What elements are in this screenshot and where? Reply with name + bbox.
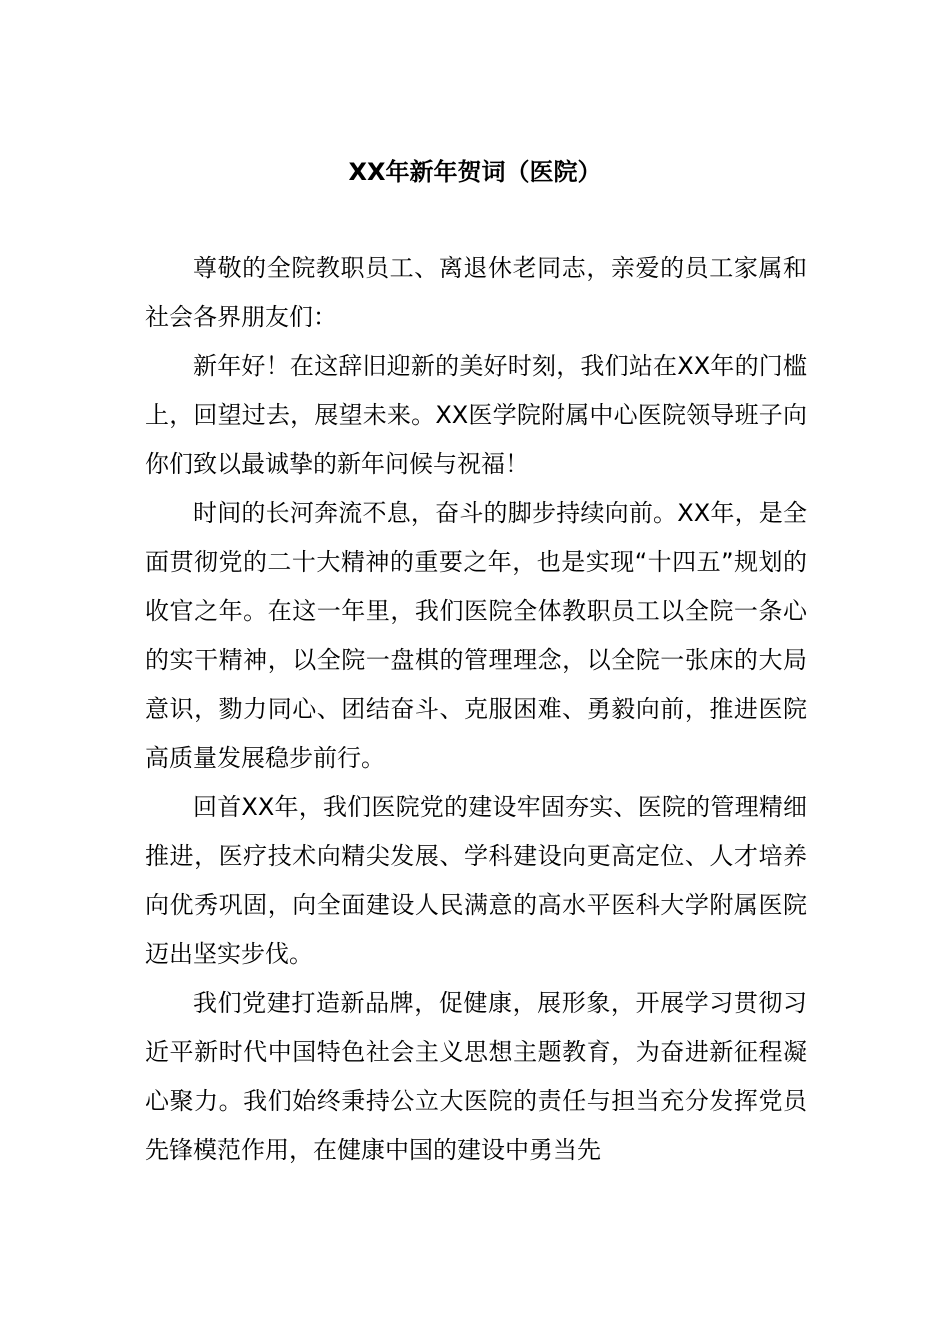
document-title: XX年新年贺词（医院） bbox=[348, 158, 602, 186]
document-body bbox=[145, 244, 807, 1175]
paragraph-party-building: 我们党建打造新品牌，促健康，展形象，开展学习贯彻习近平新时代中国特色社会主义思想主题教育，为奋进新征程凝心聚力。我们始终秉持公立大医院的责任与担当充分发挥党员先锋模范作用，在健康中国的建设中勇当先 bbox=[145, 989, 807, 1164]
paragraph-review: 回首XX年，我们医院党的建设牢固夯实、医院的管理精细推进，医疗技术向精尖发展、学科建设向更高定位、人才培养向优秀巩固，向全面建设人民满意的高水平医科大学附属医院迈出坚实步伐。 bbox=[145, 793, 807, 968]
paragraph-overview: 时间的长河奔流不息，奋斗的脚步持续向前。XX年，是全面贯彻党的二十大精神的重要之年，也是实现“十四五”规划的收官之年。在这一年里，我们医院全体教职员工以全院一条心的实干精神，以全院一盘棋的管理理念，以全院一张床的大局意识，勠力同心、团结奋斗、克服困难、勇毅向前，推进医院高质量发展稳步前行。 bbox=[145, 499, 807, 772]
paragraph-salutation: 尊敬的全院教职员工、离退休老同志，亲爱的员工家属和社会各界朋友们： bbox=[145, 254, 807, 331]
paragraph-greeting: 新年好！在这辞旧迎新的美好时刻，我们站在XX年的门槛上，回望过去，展望未来。XX医学院附属中心医院领导班子向你们致以最诚挚的新年问候与祝福！ bbox=[145, 352, 807, 478]
